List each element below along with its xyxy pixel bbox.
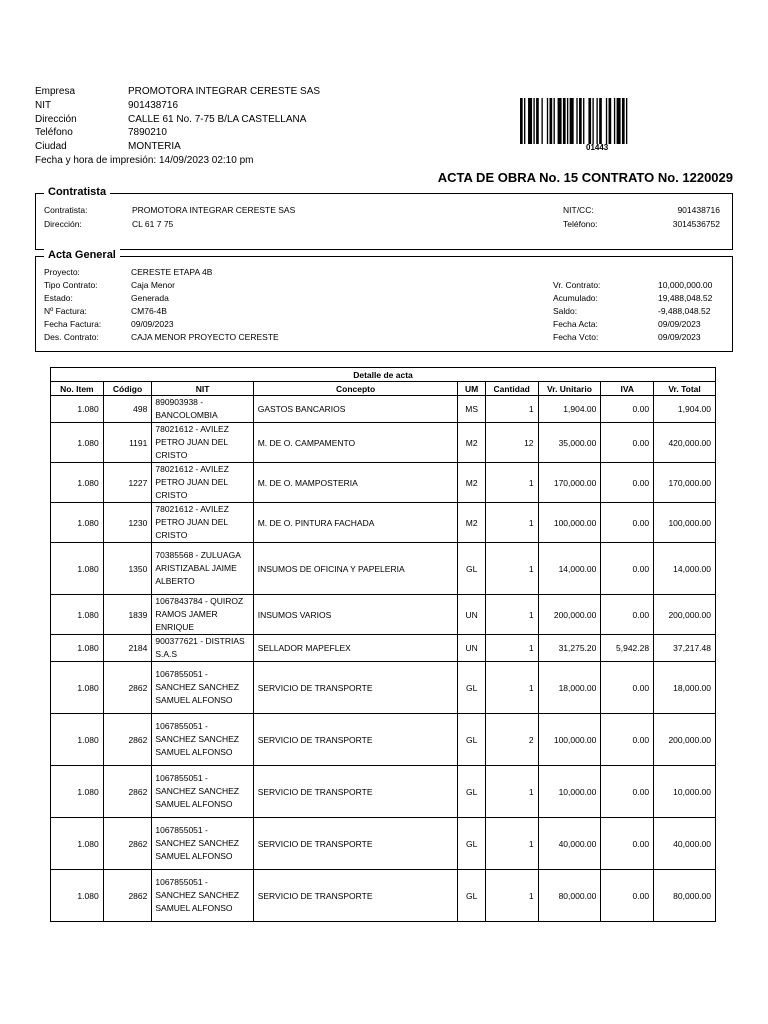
total-cell: 200,000.00 — [654, 714, 716, 766]
iva-cell: 0.00 — [601, 662, 654, 714]
iva-cell: 0.00 — [601, 870, 654, 922]
acta-field-value: CAJA MENOR PROYECTO CERESTE — [131, 332, 279, 342]
unit-price-cell: 100,000.00 — [538, 503, 601, 543]
concept-cell: M. DE O. PINTURA FACHADA — [253, 503, 458, 543]
total-cell: 37,217.48 — [654, 635, 716, 662]
total-cell: 10,000.00 — [654, 766, 716, 818]
iva-cell: 0.00 — [601, 595, 654, 635]
concept-cell: SERVICIO DE TRANSPORTE — [253, 870, 458, 922]
address-value: CALLE 61 No. 7-75 B/LA CASTELLANA — [128, 114, 307, 125]
unit-price-cell: 100,000.00 — [538, 714, 601, 766]
code-cell: 1350 — [103, 543, 152, 595]
acta-field-label: Proyecto: — [44, 267, 80, 277]
nit-label: NIT — [35, 100, 52, 111]
total-cell: 18,000.00 — [654, 662, 716, 714]
unit-cell: M2 — [458, 503, 485, 543]
company-value: PROMOTORA INTEGRAR CERESTE SAS — [128, 86, 321, 97]
concept-cell: SERVICIO DE TRANSPORTE — [253, 714, 458, 766]
unit-price-cell: 14,000.00 — [538, 543, 601, 595]
item-cell: 1.080 — [51, 662, 104, 714]
acta-field-value: Caja Menor — [131, 280, 175, 290]
column-header: Cantidad — [485, 382, 538, 396]
acta-field-value: -9,488,048.52 — [658, 306, 711, 316]
unit-price-cell: 40,000.00 — [538, 818, 601, 870]
unit-price-cell: 80,000.00 — [538, 870, 601, 922]
item-cell: 1.080 — [51, 543, 104, 595]
nit-cell: 890903938 - BANCOLOMBIA — [152, 396, 253, 423]
code-cell: 1839 — [103, 595, 152, 635]
unit-cell: M2 — [458, 423, 485, 463]
table-row — [51, 635, 716, 662]
column-header: UM — [458, 382, 485, 396]
total-cell: 100,000.00 — [654, 503, 716, 543]
nit-cell: 78021612 - AVILEZ PETRO JUAN DEL CRISTO — [152, 423, 253, 463]
acta-field-label: Fecha Acta: — [553, 319, 598, 329]
contratista-section-title: Contratista — [44, 186, 110, 198]
nit-cell: 78021612 - AVILEZ PETRO JUAN DEL CRISTO — [152, 463, 253, 503]
contratista-section — [35, 186, 733, 250]
nit-cell: 1067855051 - SANCHEZ SANCHEZ SAMUEL ALFONSO — [152, 870, 253, 922]
table-row — [51, 543, 716, 595]
acta-field-label: Fecha Vcto: — [553, 332, 599, 342]
acta-field-value: Generada — [131, 293, 169, 303]
unit-cell: UN — [458, 635, 485, 662]
quantity-cell: 2 — [485, 714, 538, 766]
quantity-cell: 1 — [485, 766, 538, 818]
table-row — [51, 870, 716, 922]
total-cell: 420,000.00 — [654, 423, 716, 463]
code-cell: 1227 — [103, 463, 152, 503]
unit-cell: GL — [458, 766, 485, 818]
iva-cell: 0.00 — [601, 714, 654, 766]
iva-cell: 0.00 — [601, 463, 654, 503]
item-cell: 1.080 — [51, 635, 104, 662]
company-label: Empresa — [35, 86, 76, 97]
detail-table-caption: Detalle de acta — [51, 368, 716, 382]
quantity-cell: 1 — [485, 503, 538, 543]
code-cell: 1230 — [103, 503, 152, 543]
acta-field-value: 09/09/2023 — [131, 319, 174, 329]
column-header: NIT — [152, 382, 253, 396]
code-cell: 1191 — [103, 423, 152, 463]
acta-field-value: CERESTE ETAPA 4B — [131, 267, 213, 277]
concept-cell: SERVICIO DE TRANSPORTE — [253, 662, 458, 714]
iva-cell: 0.00 — [601, 396, 654, 423]
column-header: IVA — [601, 382, 654, 396]
iva-cell: 0.00 — [601, 818, 654, 870]
unit-cell: GL — [458, 818, 485, 870]
concept-cell: M. DE O. MAMPOSTERIA — [253, 463, 458, 503]
item-cell: 1.080 — [51, 818, 104, 870]
unit-price-cell: 35,000.00 — [538, 423, 601, 463]
acta-field-label: Des. Contrato: — [44, 332, 99, 342]
quantity-cell: 1 — [485, 870, 538, 922]
total-cell: 14,000.00 — [654, 543, 716, 595]
column-header: Vr. Total — [654, 382, 716, 396]
acta-field-label: Saldo: — [553, 306, 578, 316]
total-cell: 1,904.00 — [654, 396, 716, 423]
concept-cell: SELLADOR MAPEFLEX — [253, 635, 458, 662]
column-header: Vr. Unitario — [538, 382, 601, 396]
detail-table — [50, 367, 716, 922]
nit-cell: 70385568 - ZULUAGA ARISTIZABAL JAIME ALBERTO — [152, 543, 253, 595]
iva-cell: 0.00 — [601, 503, 654, 543]
nit-cell: 1067843784 - QUIROZ RAMOS JAMER ENRIQUE — [152, 595, 253, 635]
quantity-cell: 1 — [485, 635, 538, 662]
table-row — [51, 463, 716, 503]
acta-field-label: Vr. Contrato: — [553, 280, 601, 290]
contratista-address-value: CL 61 7 75 — [132, 219, 174, 229]
column-header: No. Item — [51, 382, 104, 396]
total-cell: 40,000.00 — [654, 818, 716, 870]
total-cell: 170,000.00 — [654, 463, 716, 503]
nit-cell: 1067855051 - SANCHEZ SANCHEZ SAMUEL ALFONSO — [152, 714, 253, 766]
concept-cell: INSUMOS DE OFICINA Y PAPELERIA — [253, 543, 458, 595]
nit-cell: 78021612 - AVILEZ PETRO JUAN DEL CRISTO — [152, 503, 253, 543]
concept-cell: GASTOS BANCARIOS — [253, 396, 458, 423]
contratista-phone-label: Teléfono: — [563, 219, 598, 229]
unit-cell: GL — [458, 662, 485, 714]
table-row — [51, 423, 716, 463]
unit-cell: MS — [458, 396, 485, 423]
iva-cell: 5,942.28 — [601, 635, 654, 662]
unit-price-cell: 200,000.00 — [538, 595, 601, 635]
concept-cell: SERVICIO DE TRANSPORTE — [253, 818, 458, 870]
quantity-cell: 1 — [485, 818, 538, 870]
table-row — [51, 818, 716, 870]
acta-field-value: CM76-4B — [131, 306, 167, 316]
contratista-nit-label: NIT/CC: — [563, 205, 594, 215]
total-cell: 200,000.00 — [654, 595, 716, 635]
code-cell: 2862 — [103, 818, 152, 870]
address-label: Dirección — [35, 114, 77, 125]
unit-price-cell: 31,275.20 — [538, 635, 601, 662]
phone-label: Teléfono — [35, 127, 73, 138]
acta-field-label: Acumulado: — [553, 293, 598, 303]
acta-field-value: 09/09/2023 — [658, 332, 701, 342]
acta-field-label: Fecha Factura: — [44, 319, 102, 329]
barcode — [520, 98, 630, 144]
quantity-cell: 1 — [485, 662, 538, 714]
quantity-cell: 1 — [485, 543, 538, 595]
item-cell: 1.080 — [51, 423, 104, 463]
city-label: Ciudad — [35, 141, 67, 152]
total-cell: 80,000.00 — [654, 870, 716, 922]
unit-cell: GL — [458, 714, 485, 766]
acta-field-label: Nº Factura: — [44, 306, 87, 316]
acta-field-value: 10,000,000.00 — [658, 280, 713, 290]
item-cell: 1.080 — [51, 503, 104, 543]
code-cell: 2862 — [103, 870, 152, 922]
concept-cell: M. DE O. CAMPAMENTO — [253, 423, 458, 463]
quantity-cell: 12 — [485, 423, 538, 463]
phone-value: 7890210 — [128, 127, 167, 138]
unit-price-cell: 1,904.00 — [538, 396, 601, 423]
quantity-cell: 1 — [485, 595, 538, 635]
quantity-cell: 1 — [485, 396, 538, 423]
quantity-cell: 1 — [485, 463, 538, 503]
acta-field-value: 19,488,048.52 — [658, 293, 713, 303]
column-header: Concepto — [253, 382, 458, 396]
contratista-label: Contratista: — [44, 205, 88, 215]
contratista-phone-value: 3014536752 — [672, 219, 720, 229]
nit-value: 901438716 — [128, 100, 179, 111]
item-cell: 1.080 — [51, 595, 104, 635]
unit-cell: UN — [458, 595, 485, 635]
unit-cell: GL — [458, 543, 485, 595]
nit-cell: 1067855051 - SANCHEZ SANCHEZ SAMUEL ALFONSO — [152, 818, 253, 870]
concept-cell: INSUMOS VARIOS — [253, 595, 458, 635]
table-row — [51, 766, 716, 818]
acta-field-label: Estado: — [44, 293, 73, 303]
unit-price-cell: 18,000.00 — [538, 662, 601, 714]
table-row — [51, 662, 716, 714]
city-value: MONTERIA — [128, 141, 181, 152]
unit-price-cell: 170,000.00 — [538, 463, 601, 503]
acta-general-section-title: Acta General — [44, 249, 120, 261]
acta-general-section — [35, 249, 733, 352]
contratista-address-label: Dirección: — [44, 219, 82, 229]
nit-cell: 1067855051 - SANCHEZ SANCHEZ SAMUEL ALFONSO — [152, 766, 253, 818]
contratista-nit-value: 901438716 — [677, 205, 720, 215]
item-cell: 1.080 — [51, 463, 104, 503]
unit-cell: GL — [458, 870, 485, 922]
table-row — [51, 503, 716, 543]
barcode-number: 01443 — [586, 143, 609, 152]
contratista-value: PROMOTORA INTEGRAR CERESTE SAS — [132, 205, 296, 215]
iva-cell: 0.00 — [601, 766, 654, 818]
code-cell: 2862 — [103, 714, 152, 766]
table-row — [51, 396, 716, 423]
acta-field-label: Tipo Contrato: — [44, 280, 98, 290]
item-cell: 1.080 — [51, 714, 104, 766]
table-row — [51, 595, 716, 635]
code-cell: 2184 — [103, 635, 152, 662]
document-title: ACTA DE OBRA No. 15 CONTRATO No. 1220029 — [437, 170, 733, 185]
code-cell: 2862 — [103, 766, 152, 818]
acta-field-value: 09/09/2023 — [658, 319, 701, 329]
column-header: Código — [103, 382, 152, 396]
nit-cell: 900377621 - DISTRIAS S.A.S — [152, 635, 253, 662]
code-cell: 2862 — [103, 662, 152, 714]
item-cell: 1.080 — [51, 766, 104, 818]
item-cell: 1.080 — [51, 870, 104, 922]
nit-cell: 1067855051 - SANCHEZ SANCHEZ SAMUEL ALFONSO — [152, 662, 253, 714]
code-cell: 498 — [103, 396, 152, 423]
concept-cell: SERVICIO DE TRANSPORTE — [253, 766, 458, 818]
item-cell: 1.080 — [51, 396, 104, 423]
iva-cell: 0.00 — [601, 543, 654, 595]
print-datetime: Fecha y hora de impresión: 14/09/2023 02:10 pm — [35, 155, 254, 166]
iva-cell: 0.00 — [601, 423, 654, 463]
table-row — [51, 714, 716, 766]
unit-cell: M2 — [458, 463, 485, 503]
unit-price-cell: 10,000.00 — [538, 766, 601, 818]
